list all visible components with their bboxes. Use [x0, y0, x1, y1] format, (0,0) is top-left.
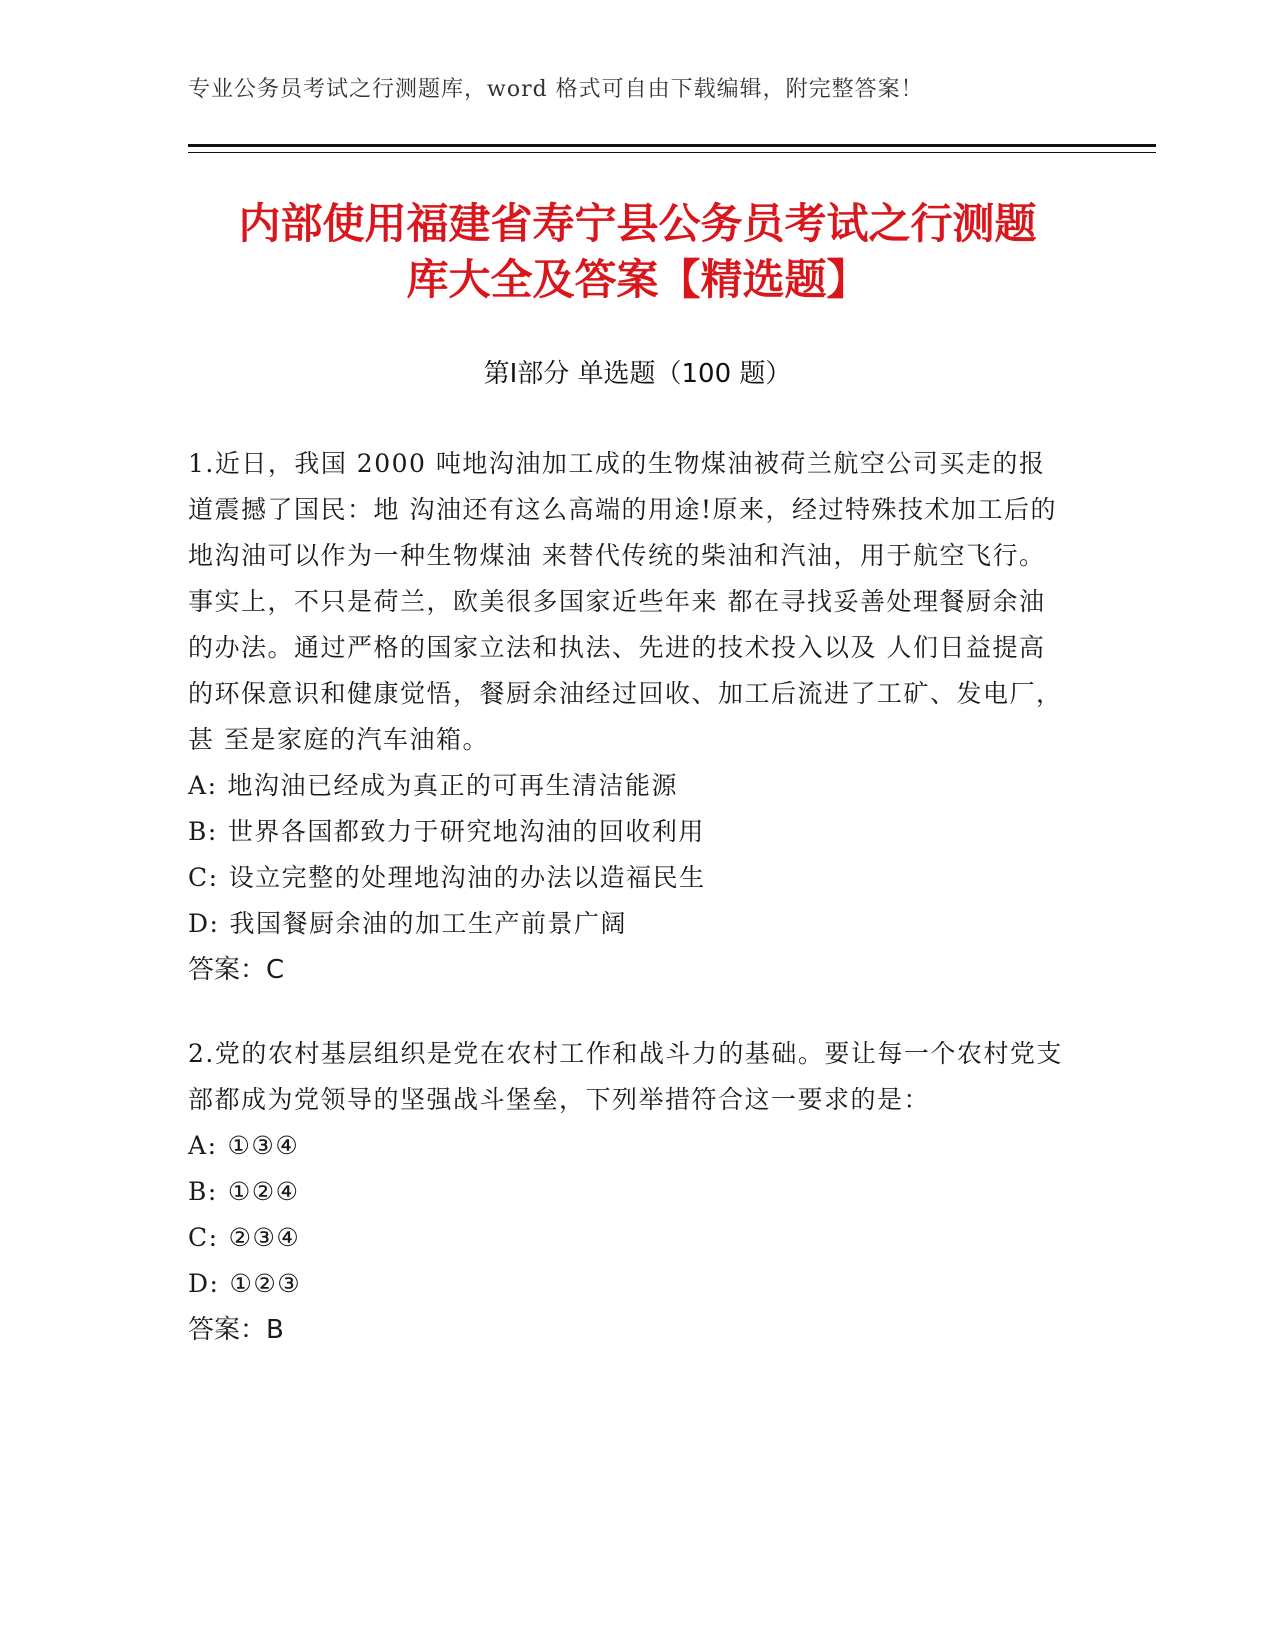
header-rule-thick [188, 144, 1156, 147]
option-text: 设立完整的处理地沟油的办法以造福民生 [228, 863, 706, 892]
title-line-2: 库大全及答案【精选题】 [406, 255, 869, 304]
option-separator: : [208, 1223, 219, 1252]
answer-line [188, 1307, 1068, 1353]
question-stem: 1.近日，我国 2000 吨地沟油加工成的生物煤油被荷兰航空公司买走的报道震撼了国民：地 沟油还有这么高端的用途!原来，经过特殊技术加工后的地沟油可以作为一种生物煤油 来替代传统的柴油和汽油，用于航空飞行。事实上，不只是荷兰，欧美很多国家近些年来 都在寻找妥善处理餐厨余油的办法。通过严格的国家立法和执法、先进的技术投入以及 人们日益提高的环保意识和健康觉悟，餐厨余油经过回收、加工后流进了工矿、发电厂，甚 至是家庭的汽车油箱。 [188, 449, 1063, 754]
document-title [140, 196, 1135, 308]
answer-label: 答案： [188, 955, 267, 985]
option-c [188, 1215, 1068, 1261]
option-text: 地沟油已经成为真正的可再生清洁能源 [227, 771, 679, 800]
header-note: 专业公务员考试之行测题库，word 格式可自由下载编辑，附完整答案！ [188, 77, 924, 102]
option-separator: : [207, 1131, 218, 1160]
option-text: ①②④ [227, 1177, 300, 1206]
option-separator: : [207, 1177, 218, 1206]
option-c [188, 855, 1068, 901]
option-d [188, 1261, 1068, 1307]
question-stem: 2.党的农村基层组织是党在农村工作和战斗力的基础。要让每一个农村党支部都成为党领导的坚强战斗堡垒，下列举措符合这一要求的是： [188, 1039, 1063, 1114]
option-key: A [188, 771, 208, 800]
option-a [188, 1123, 1068, 1169]
option-b [188, 1169, 1068, 1215]
header-rule-thin [188, 152, 1156, 153]
option-key: C [188, 1223, 209, 1252]
option-key: B [188, 1177, 208, 1206]
question-2 [188, 1031, 1068, 1353]
option-key: A [188, 1131, 208, 1160]
option-separator: : [209, 1269, 220, 1298]
option-text: ②③④ [228, 1223, 301, 1252]
option-separator: : [208, 863, 219, 892]
section-title: 第Ⅰ部分 单选题（100 题） [483, 359, 792, 389]
option-key: D [188, 1269, 210, 1298]
title-line-1: 内部使用福建省寿宁县公务员考试之行测题 [238, 199, 1037, 248]
answer-label: 答案： [188, 1315, 267, 1345]
option-separator: : [207, 771, 218, 800]
option-key: C [188, 863, 209, 892]
option-text: 我国餐厨余油的加工生产前景广阔 [229, 909, 627, 938]
answer-value: C [266, 955, 285, 985]
option-key: D [188, 909, 210, 938]
option-key: B [188, 817, 208, 846]
answer-value: B [266, 1315, 284, 1345]
option-a [188, 763, 1068, 809]
option-b [188, 809, 1068, 855]
option-text: ①③④ [227, 1131, 300, 1160]
question-1 [188, 441, 1068, 993]
option-text: ①②③ [229, 1269, 302, 1298]
option-d [188, 901, 1068, 947]
answer-line [188, 947, 1068, 993]
option-text: 世界各国都致力于研究地沟油的回收利用 [227, 817, 705, 846]
option-separator: : [207, 817, 218, 846]
option-separator: : [209, 909, 220, 938]
